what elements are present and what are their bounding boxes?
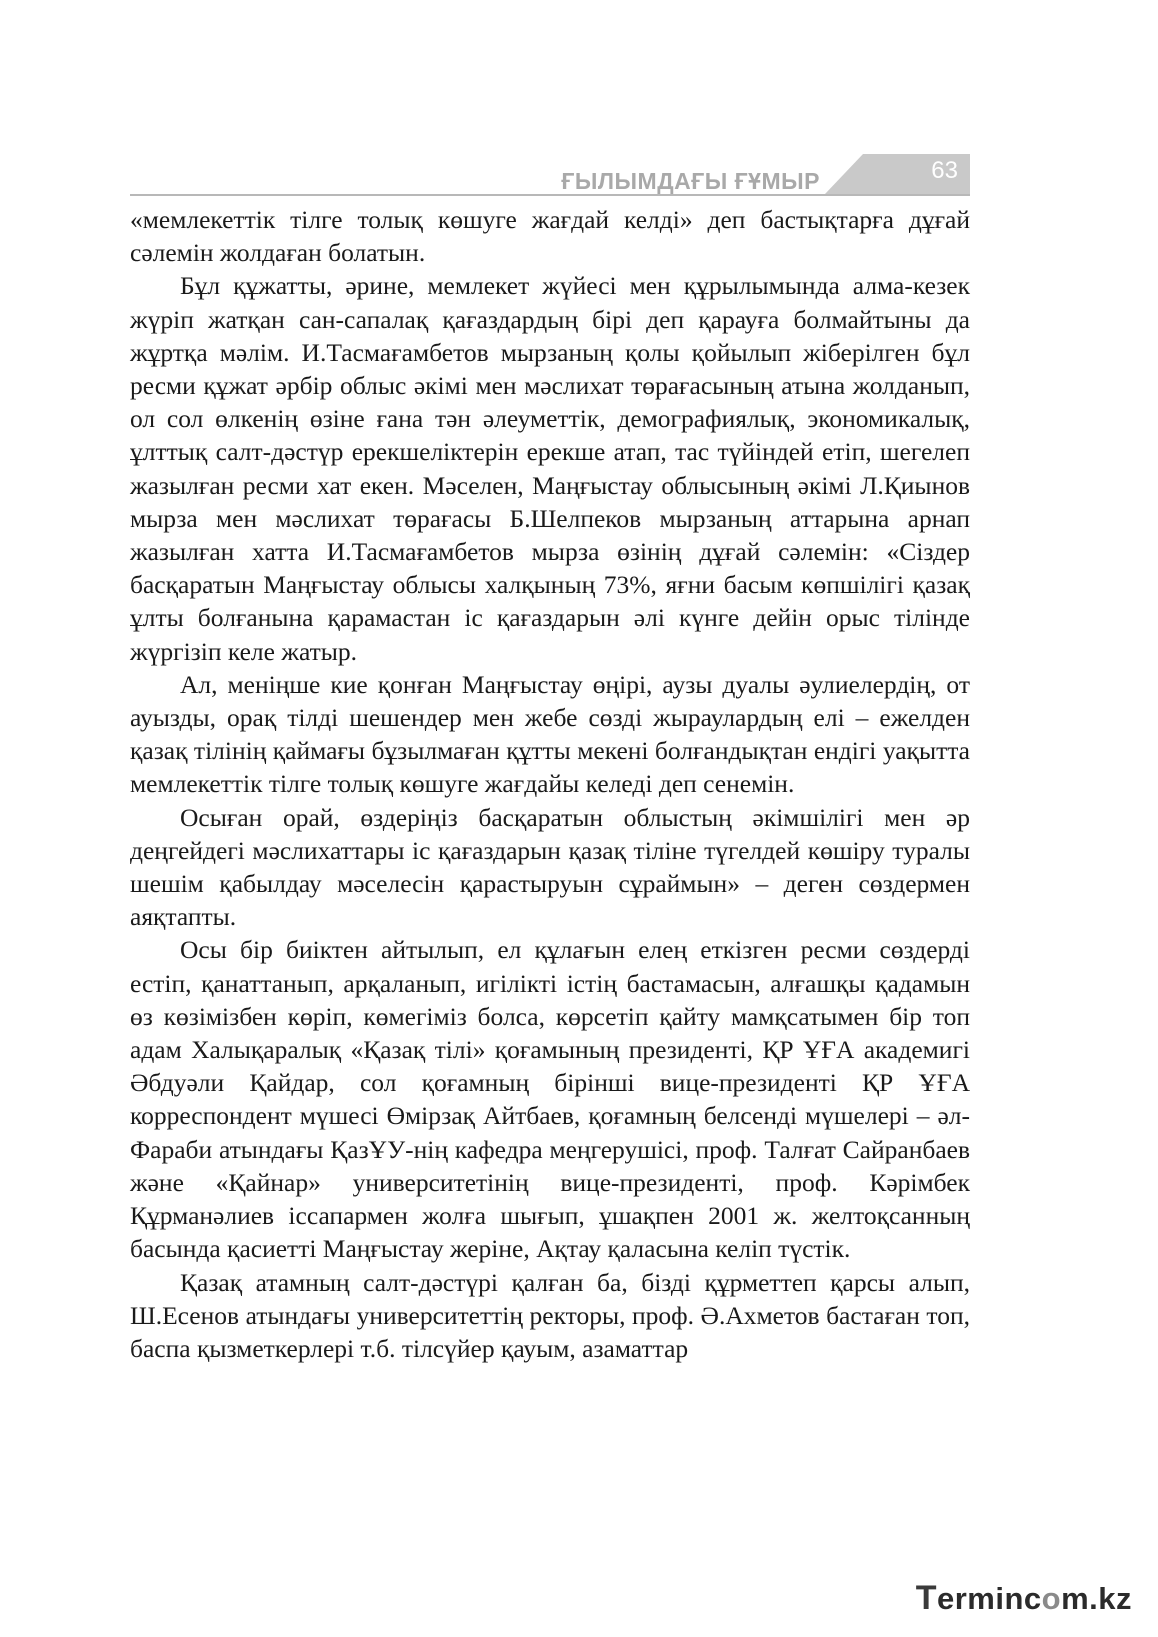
paragraph-5: Осы бір биіктен айтылып, ел құлағын елең еткізген ресми сөздерді естіп, қанаттанып, арқаланып, игілікті істің бастамасын, алғашқы қадамын өз көзімізбен көріп, көмегіміз болса, көрсетіп қайту мамқсатымен бір топ адам Халықаралық «Қазақ тілі» қоғамының президенті, ҚР ҰҒА академигі Әбдуәли Қайдар, сол қоғамның бірінші вице-президенті ҚР ҰҒА корреспондент мүшесі Өмірзақ Айтбаев, қоғамның белсенді мүшелері – әл-Фараби атындағы ҚазҰУ-нің кафедра меңгерушісі, проф. Талғат Сайранбаев және «Қайнар» университетінің вице-президенті, проф. Кәрімбек Құрманәлиев іссапармен жолға шығып, ұшақпен 2001 ж. желтоқсанның басында қасиетті Маңғыстау жеріне, Ақтау қаласына келіп түстік.: [130, 935, 970, 1264]
running-header: [130, 150, 970, 196]
watermark-part-4: m.kz: [1061, 1581, 1132, 1616]
paragraph-1: «мемлекеттік тілге толық көшуге жағдай келді» деп бастықтарға дұғай сәлемін жолдаған болатын.: [130, 205, 970, 268]
watermark-part-3: o: [1041, 1581, 1062, 1616]
page-number-tab: [825, 154, 970, 194]
body-text: [130, 203, 970, 1365]
page-number: 63: [931, 157, 958, 184]
termincom-watermark: [916, 1580, 1132, 1617]
watermark-part-2: erminc: [936, 1581, 1042, 1616]
watermark-part-1: T: [915, 1579, 937, 1617]
paragraph-4: Осыған орай, өздеріңіз басқаратын облыстың әкімшілігі мен әр деңгейдегі мәслихаттары іс қағаздарын қазақ тіліне түгелдей көшіру туралы шешім қабылдау мәселесін қарастыруын сұраймын» – деген сөздермен аяқтапты.: [130, 802, 970, 932]
header-title: ҒЫЛЫМДАҒЫ ҒҰМЫР: [561, 168, 820, 194]
header-rule: [130, 194, 970, 196]
paragraph-3: Ал, меніңше кие қонған Маңғыстау өңірі, аузы дуалы әулиелердің, от ауызды, орақ тілді шешендер мен жебе сөзді жыраулардың елі – ежелден қазақ тілінің қаймағы бұзылмаған құтты мекені болғандықтан ендігі уақытта мемлекеттік тілге толық көшуге жағдайы келеді деп сенемін.: [130, 669, 970, 799]
paragraph-2: Бұл құжатты, әрине, мемлекет жүйесі мен құрылымында алма-кезек жүріп жатқан сан-сапалақ қағаздардың бірі деп қарауға болмайтыны да жұртқа мәлім. И.Тасмағамбетов мырзаның қолы қойылып жіберілген бұл ресми құжат әрбір облыс әкімі мен мәслихат төрағасының атына жолданып, ол сол өлкенің өзіне ғана тән әлеуметтік, демографиялық, экономикалық, ұлттық салт-дәстүр ерекшеліктерін ерекше атап, тас түйіндей етіп, шегелеп жазылған ресми хат екен. Мәселен, Маңғыстау облысының әкімі Л.Қиынов мырза мен мәслихат төрағасы Б.Шелпеков мырзаның аттарына арнап жазылған хатта И.Тасмағамбетов мырза өзінің дұғай сәлемін: «Сіздер басқаратын Маңғыстау облысы халқының 73%, яғни басым көпшілігі қазақ ұлты болғанына қарамастан іс қағаздарын әлі күнге дейін орыс тілінде жүргізіп келе жатыр.: [130, 271, 970, 666]
paragraph-6: Қазақ атамның салт-дәстүрі қалған ба, бізді құрметтеп қарсы алып, Ш.Есенов атындағы университеттің ректоры, проф. Ә.Ахметов бастаған топ, баспа қызметкерлері т.б. тілсүйер қауым, азаматтар: [130, 1267, 970, 1363]
